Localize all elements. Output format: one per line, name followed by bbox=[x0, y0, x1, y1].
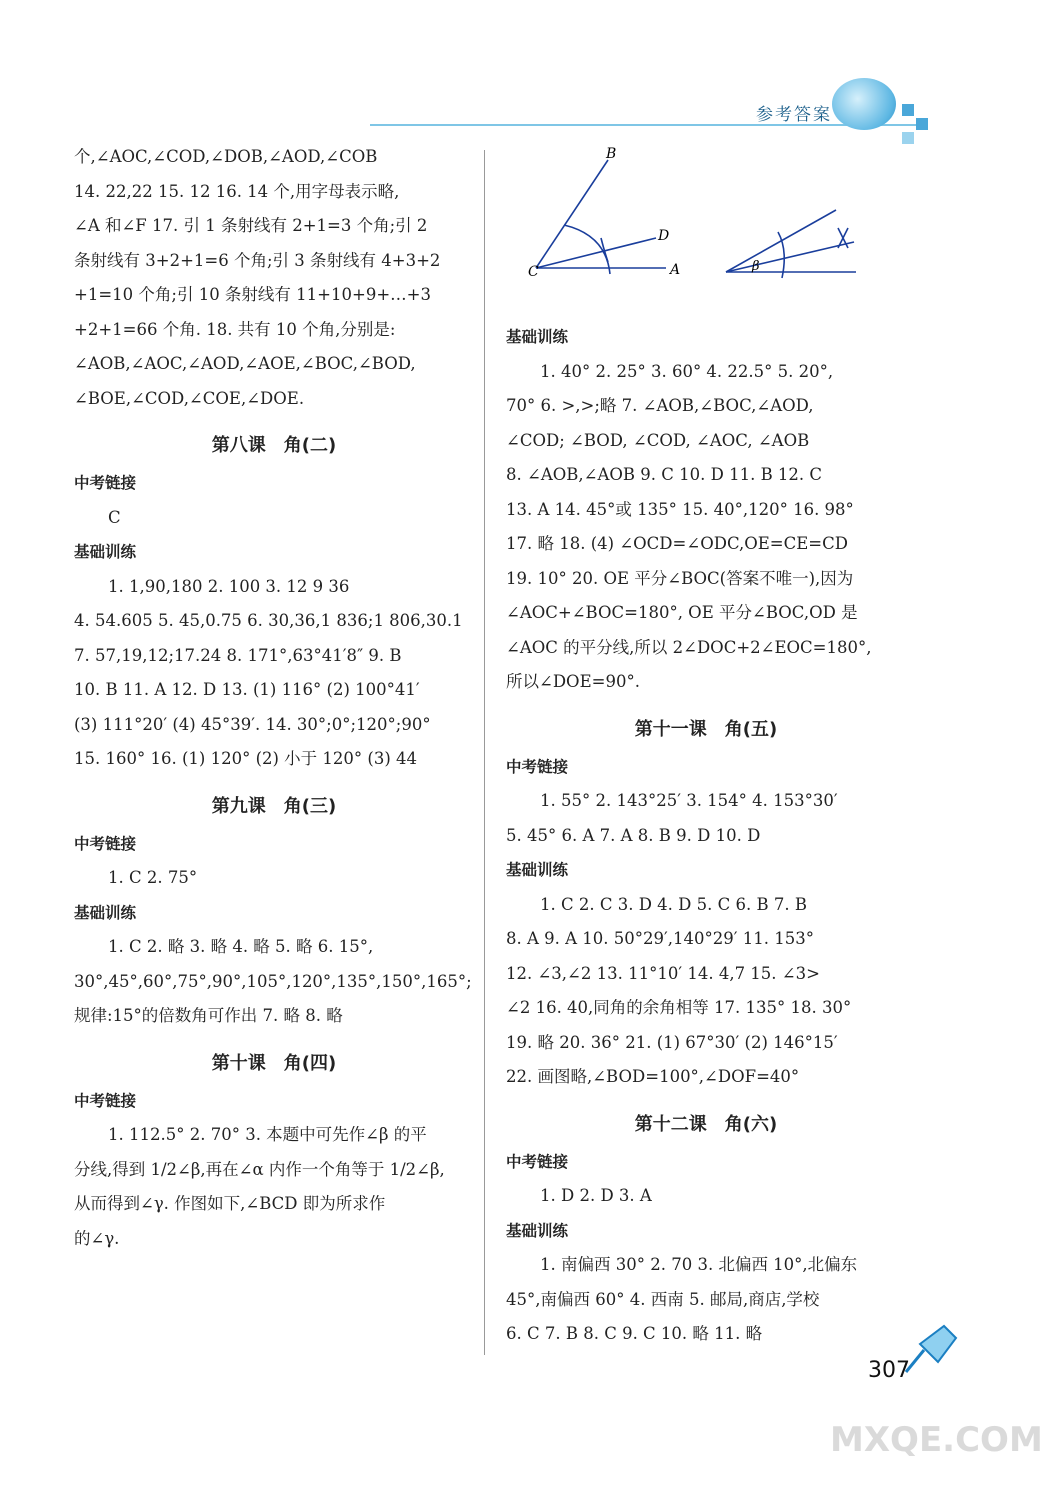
header-title: 参考答案 bbox=[756, 105, 832, 125]
text-line: 1. 112.5° 2. 70° 3. 本题中可先作∠β 的平 bbox=[108, 1125, 427, 1144]
text-line: 1. 南偏西 30° 2. 70 3. 北偏西 10°,北偏东 bbox=[540, 1255, 858, 1274]
left-column bbox=[74, 140, 474, 1256]
page-number: 307 bbox=[868, 1358, 910, 1383]
text-line: 14. 22,22 15. 12 16. 14 个,用字母表示略, bbox=[74, 181, 400, 201]
text-line: 30°,45°,60°,75°,90°,105°,120°,135°,150°,165°; bbox=[74, 971, 472, 991]
right-column bbox=[506, 140, 906, 1352]
section-heading: 基础训练 bbox=[506, 328, 569, 346]
text-line: 个,∠AOC,∠COD,∠DOB,∠AOD,∠COB bbox=[74, 147, 378, 166]
text-line: 所以∠DOE=90°. bbox=[506, 672, 640, 691]
text-line: ∠2 16. 40,同角的余角相等 17. 135° 18. 30° bbox=[506, 998, 852, 1017]
text-line: 22. 画图略,∠BOD=100°,∠DOF=40° bbox=[506, 1067, 800, 1086]
section-heading: 中考链接 bbox=[506, 1152, 569, 1171]
label-b: B bbox=[606, 146, 617, 162]
text-line: +2+1=66 个角. 18. 共有 10 个角,分别是: bbox=[74, 319, 396, 339]
text-line: 分线,得到 1/2∠β,再在∠α 内作一个角等于 1/2∠β, bbox=[74, 1159, 445, 1179]
lesson-title: 第八课 角(二) bbox=[211, 435, 337, 456]
text-line: 13. A 14. 45°或 135° 15. 40°,120° 16. 98° bbox=[506, 499, 854, 519]
figure bbox=[506, 140, 906, 320]
text-line: ∠BOE,∠COD,∠COE,∠DOE. bbox=[74, 388, 305, 408]
text-line: ∠AOC+∠BOC=180°, OE 平分∠BOC,OD 是 bbox=[506, 603, 858, 622]
section-heading: 中考链接 bbox=[74, 1091, 137, 1110]
text-line: 10. B 11. A 12. D 13. (1) 116° (2) 100°41′ bbox=[74, 680, 420, 699]
section-heading: 基础训练 bbox=[74, 903, 137, 922]
deco-square-icon bbox=[916, 118, 928, 130]
section-heading: 中考链接 bbox=[74, 474, 137, 492]
logo-icon bbox=[832, 78, 896, 130]
section-heading: 基础训练 bbox=[506, 1221, 569, 1240]
text-line: 1. 1,90,180 2. 100 3. 12 9 36 bbox=[108, 576, 350, 596]
text-line: 6. C 7. B 8. C 9. C 10. 略 11. 略 bbox=[506, 1324, 763, 1343]
text-line: 19. 10° 20. OE 平分∠BOC(答案不唯一),因为 bbox=[506, 568, 854, 588]
text-line: 4. 54.605 5. 45,0.75 6. 30,36,1 836;1 806,30.1 bbox=[74, 611, 463, 630]
text-line: 1. 55° 2. 143°25′ 3. 154° 4. 153°30′ bbox=[540, 791, 838, 810]
text-line: C bbox=[108, 507, 121, 527]
label-beta: β bbox=[752, 259, 760, 274]
lesson-title: 第十课 角(四) bbox=[211, 1052, 337, 1074]
column-divider bbox=[484, 150, 485, 1355]
text-line: 5. 45° 6. A 7. A 8. B 9. D 10. D bbox=[506, 825, 761, 845]
label-a: A bbox=[670, 262, 681, 278]
label-d: D bbox=[658, 228, 670, 244]
section-heading: 基础训练 bbox=[506, 861, 569, 879]
text-line: 7. 57,19,12;17.24 8. 171°,63°41′8″ 9. B bbox=[74, 645, 402, 665]
text-line: 规律:15°的倍数角可作出 7. 略 8. 略 bbox=[74, 1006, 343, 1025]
text-line: 8. ∠AOB,∠AOB 9. C 10. D 11. B 12. C bbox=[506, 465, 823, 484]
text-line: ∠AOB,∠AOC,∠AOD,∠AOE,∠BOC,∠BOD, bbox=[74, 354, 416, 373]
text-line: +1=10 个角;引 10 条射线有 11+10+9+…+3 bbox=[74, 285, 431, 304]
text-line: 的∠γ. bbox=[74, 1228, 120, 1248]
watermark: MXQE.COM bbox=[830, 1420, 1043, 1460]
text-line: 1. C 2. 75° bbox=[108, 868, 198, 887]
text-line: 1. D 2. D 3. A bbox=[540, 1186, 652, 1205]
pushpin-icon bbox=[900, 1320, 962, 1378]
lesson-title: 第九课 角(三) bbox=[211, 795, 337, 817]
lesson-title: 第十二课 角(六) bbox=[634, 1113, 778, 1135]
text-line: ∠A 和∠F 17. 引 1 条射线有 2+1=3 个角;引 2 bbox=[74, 216, 428, 235]
label-c: C bbox=[528, 264, 539, 280]
text-line: 15. 160° 16. (1) 120° (2) 小于 120° (3) 44 bbox=[74, 749, 418, 768]
text-line: 从而得到∠γ. 作图如下,∠BCD 即为所求作 bbox=[74, 1194, 386, 1213]
text-line: 1. 40° 2. 25° 3. 60° 4. 22.5° 5. 20°, bbox=[540, 361, 834, 381]
text-line: 8. A 9. A 10. 50°29′,140°29′ 11. 153° bbox=[506, 929, 814, 948]
section-heading: 中考链接 bbox=[506, 757, 569, 776]
text-line: 17. 略 18. (4) ∠OCD=∠ODC,OE=CE=CD bbox=[506, 534, 848, 553]
text-line: 70° 6. >,>;略 7. ∠AOB,∠BOC,∠AOD, bbox=[506, 396, 814, 415]
text-line: ∠COD; ∠BOD, ∠COD, ∠AOC, ∠AOB bbox=[506, 430, 810, 450]
text-line: 45°,南偏西 60° 4. 西南 5. 邮局,商店,学校 bbox=[506, 1289, 820, 1309]
text-line: 12. ∠3,∠2 13. 11°10′ 14. 4,7 15. ∠3> bbox=[506, 963, 820, 983]
text-line: 1. C 2. 略 3. 略 4. 略 5. 略 6. 15°, bbox=[108, 937, 374, 956]
text-line: ∠AOC 的平分线,所以 2∠DOC+2∠EOC=180°, bbox=[506, 637, 872, 657]
text-line: 条射线有 3+2+1=6 个角;引 3 条射线有 4+3+2 bbox=[74, 250, 441, 270]
deco-square-icon bbox=[902, 104, 914, 116]
text-line: 1. C 2. C 3. D 4. D 5. C 6. B 7. B bbox=[540, 894, 807, 914]
section-heading: 中考链接 bbox=[74, 834, 137, 853]
lesson-title: 第十一课 角(五) bbox=[634, 718, 778, 740]
header-rule bbox=[370, 124, 920, 126]
text-line: 19. 略 20. 36° 21. (1) 67°30′ (2) 146°15′ bbox=[506, 1032, 838, 1052]
angle-construction-figure bbox=[506, 140, 886, 310]
section-heading: 基础训练 bbox=[74, 543, 137, 561]
text-line: (3) 111°20′ (4) 45°39′. 14. 30°;0°;120°;90° bbox=[74, 714, 431, 734]
